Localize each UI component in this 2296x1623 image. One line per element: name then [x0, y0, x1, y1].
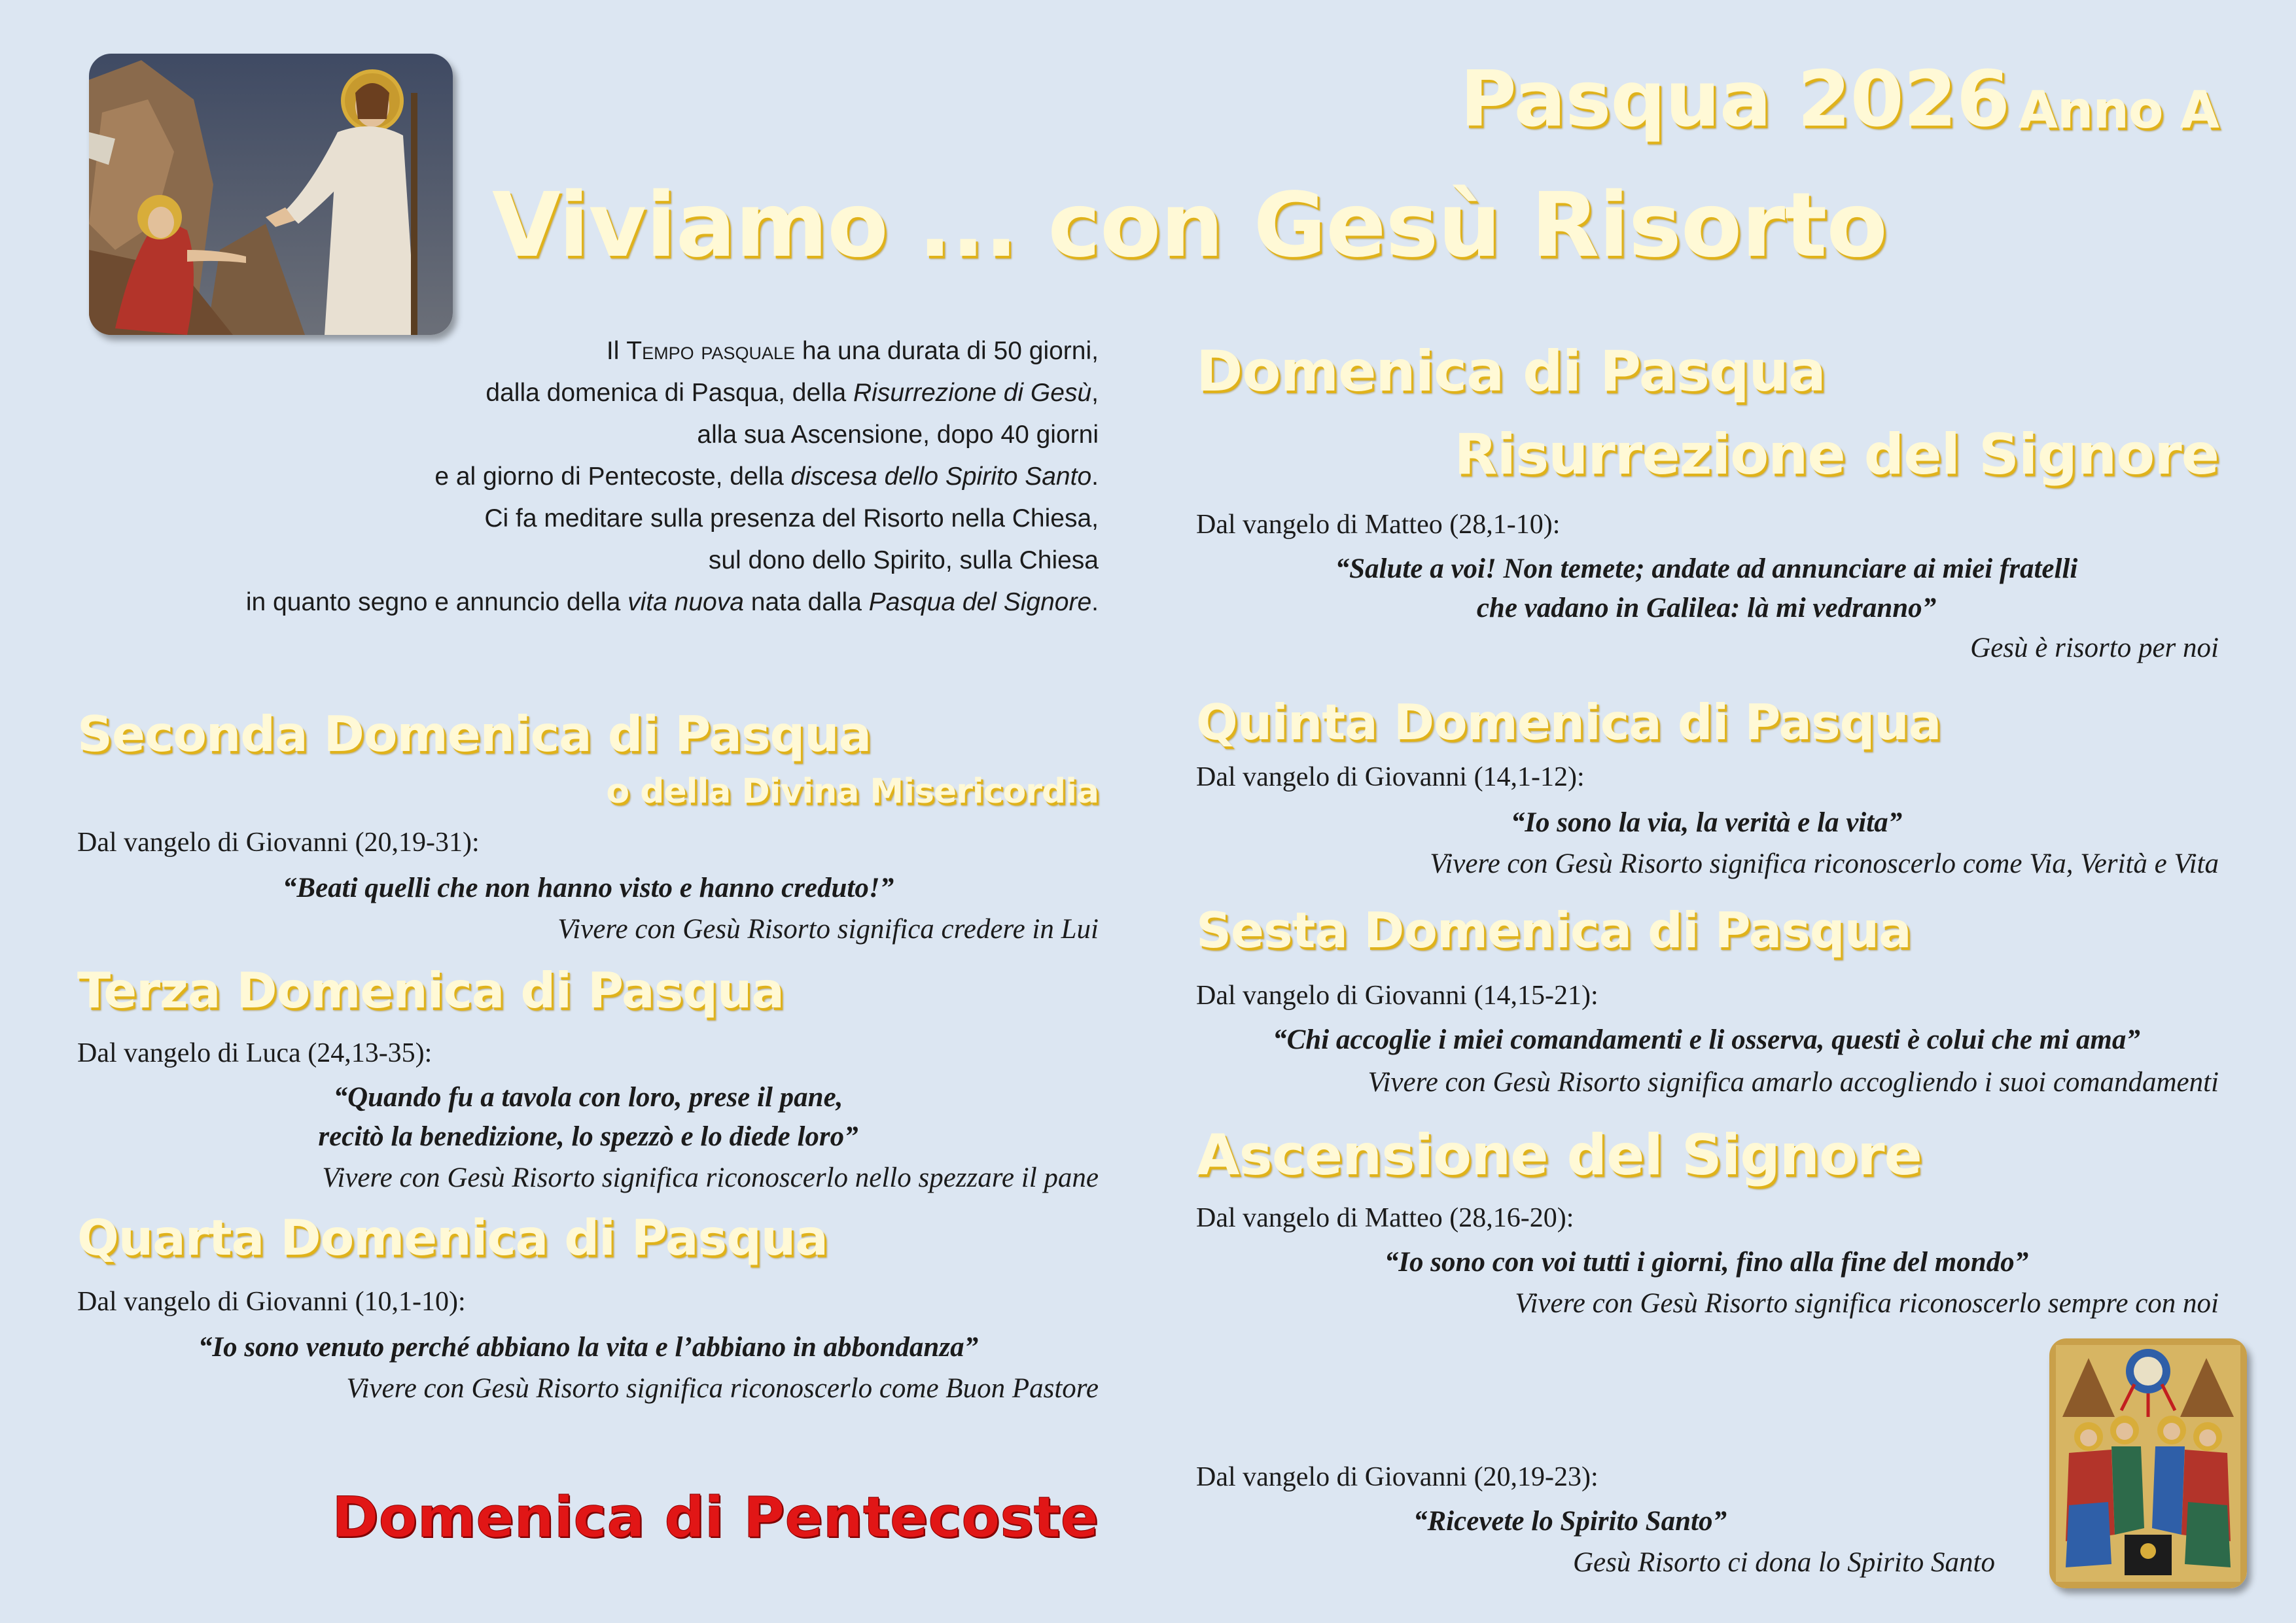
ascensione-title: Ascensione del Signore [1196, 1123, 1922, 1188]
terza-source: Dal vangelo di Luca (24,13-35): [77, 1038, 433, 1068]
seconda-title: Seconda Domenica di Pasqua [77, 705, 872, 763]
resurrection-painting [89, 54, 453, 335]
quinta-source: Dal vangelo di Giovanni (14,1-12): [1196, 762, 1585, 792]
pasqua-note: Gesù è risorto per noi [1970, 633, 2219, 663]
quinta-note: Vivere con Gesù Risorto significa riconoscerlo come Via, Verità e Vita [1430, 848, 2219, 879]
sesta-note: Vivere con Gesù Risorto significa amarlo accogliendo i suoi comandamenti [1368, 1067, 2219, 1098]
sesta-title: Sesta Domenica di Pasqua [1196, 901, 1911, 959]
sesta-quote: “Chi accoglie i miei comandamenti e li osserva, questi è colui che mi ama” [1273, 1024, 2140, 1055]
pasqua-quote: “Salute a voi! Non temete; andate ad annunciare ai miei fratelli che vadano in Galilea: là mi vedranno” [1335, 553, 2078, 623]
pentecoste-quote: “Ricevete lo Spirito Santo” [1413, 1506, 1727, 1537]
quarta-source: Dal vangelo di Giovanni (10,1-10): [77, 1287, 466, 1317]
seconda-note: Vivere con Gesù Risorto significa credere in Lui [557, 914, 1099, 945]
ascensione-note: Vivere con Gesù Risorto significa riconoscerlo sempre con noi [1515, 1288, 2219, 1319]
terza-quote: “Quando fu a tavola con loro, prese il pane, recitò la benedizione, lo spezzò e lo diede loro” [318, 1082, 858, 1152]
pasqua-title: Domenica di Pasqua [1196, 339, 1826, 404]
ascensione-source: Dal vangelo di Matteo (28,16-20): [1196, 1203, 1574, 1233]
pentecoste-title: Domenica di Pentecoste [332, 1485, 1099, 1550]
intro-paragraph: Il Tempo pasquale ha una durata di 50 giorni, dalla domenica di Pasqua, della Risurrezione di Gesù, alla sua Ascensione, dopo 40 giorni e al giorno di Pentecoste, della discesa dello Spirito Santo. Ci fa meditare sulla presenza del Risorto nella Chiesa, sul dono dello Spirito, sulla Chiesa in quanto segno e annuncio della vita nuova nata dalla Pasqua del Signore. [245, 337, 1099, 616]
quinta-quote: “Io sono la via, la verità e la vita” [1510, 807, 1903, 838]
year-title: Pasqua 2026 [1460, 54, 2009, 144]
anno-label: Anno A [2018, 81, 2219, 140]
pasqua-source: Dal vangelo di Matteo (28,1-10): [1196, 510, 1561, 540]
quarta-note: Vivere con Gesù Risorto significa riconoscerlo come Buon Pastore [346, 1373, 1099, 1404]
terza-title: Terza Domenica di Pasqua [77, 962, 784, 1019]
pentecoste-note: Gesù Risorto ci dona lo Spirito Santo [1573, 1547, 1995, 1578]
quarta-title: Quarta Domenica di Pasqua [77, 1209, 828, 1266]
pentecoste-source: Dal vangelo di Giovanni (20,19-23): [1196, 1462, 1598, 1492]
seconda-subtitle: o della Divina Misericordia [606, 772, 1099, 811]
seconda-quote: “Beati quelli che non hanno visto e hanno creduto!” [282, 873, 894, 903]
quinta-title: Quinta Domenica di Pasqua [1196, 693, 1941, 751]
seconda-source: Dal vangelo di Giovanni (20,19-31): [77, 828, 480, 858]
pasqua-subtitle: Risurrezione del Signore [1454, 422, 2219, 487]
ascensione-quote: “Io sono con voi tutti i giorni, fino alla fine del mondo” [1384, 1247, 2029, 1278]
pentecost-icon-image [2049, 1338, 2247, 1588]
main-title: Viviamo ... con Gesù Risorto [492, 174, 1887, 277]
quarta-quote: “Io sono venuto perché abbiano la vita e l’abbiano in abbondanza” [198, 1332, 979, 1363]
sesta-source: Dal vangelo di Giovanni (14,15-21): [1196, 981, 1598, 1011]
terza-note: Vivere con Gesù Risorto significa riconoscerlo nello spezzare il pane [322, 1162, 1099, 1193]
